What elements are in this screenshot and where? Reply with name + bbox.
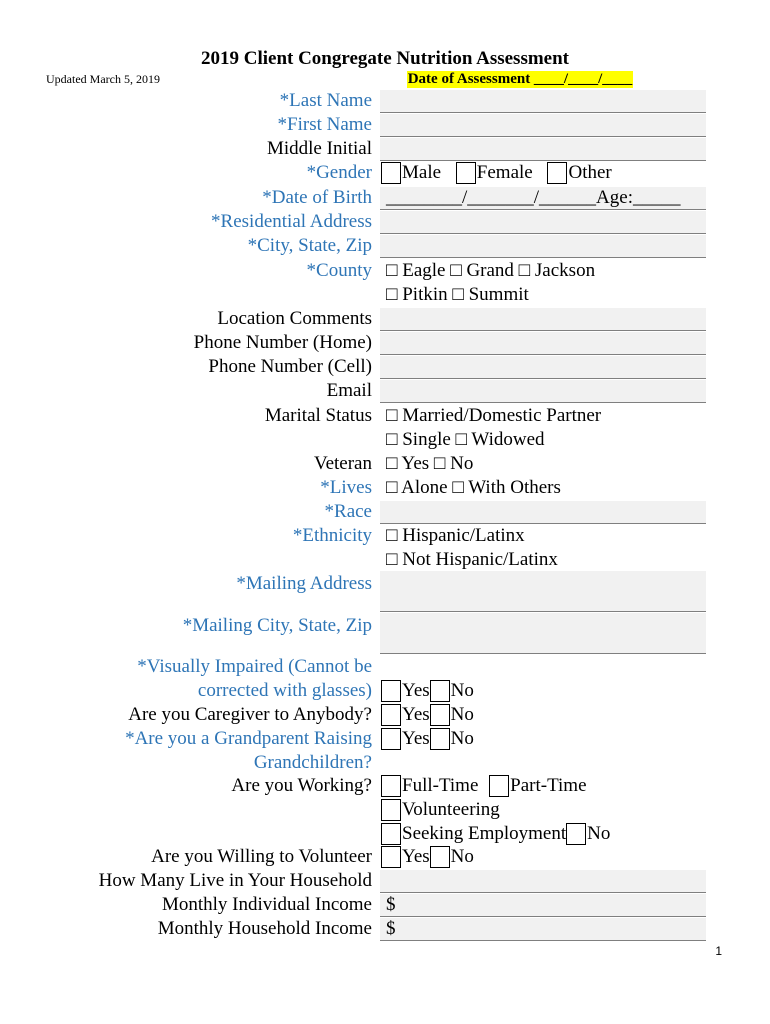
county-options-1[interactable]: □ Eagle □ Grand □ Jackson xyxy=(386,260,596,281)
gender-female-checkbox[interactable] xyxy=(456,162,476,184)
household-count-label: How Many Live in Your Household xyxy=(98,870,372,891)
city-state-zip-field[interactable] xyxy=(380,235,706,258)
part-time-text: Part-Time xyxy=(510,775,587,796)
lives-label: *Lives xyxy=(320,477,372,498)
visually-impaired-yes-checkbox[interactable] xyxy=(381,680,401,702)
working-options-3 xyxy=(381,823,610,845)
county-label: *County xyxy=(306,260,372,281)
no-text: No xyxy=(450,680,474,701)
working-part-time-checkbox[interactable] xyxy=(489,775,509,797)
mailing-city-label: *Mailing City, State, Zip xyxy=(182,615,372,636)
marital-status-label: Marital Status xyxy=(264,405,372,426)
email-label: Email xyxy=(326,380,372,401)
location-comments-label: Location Comments xyxy=(217,308,372,329)
no-text: No xyxy=(450,728,474,749)
gender-male-checkbox[interactable] xyxy=(381,162,401,184)
phone-cell-label: Phone Number (Cell) xyxy=(208,356,372,377)
volunteering-checkbox[interactable] xyxy=(381,799,401,821)
grandparent-options xyxy=(381,728,474,750)
working-no-checkbox[interactable] xyxy=(566,823,586,845)
grandparent-yes-checkbox[interactable] xyxy=(381,728,401,750)
visually-impaired-no-checkbox[interactable] xyxy=(430,680,450,702)
seeking-employment-checkbox[interactable] xyxy=(381,823,401,845)
no-text: No xyxy=(587,823,611,844)
veteran-label: Veteran xyxy=(313,453,372,474)
gender-options xyxy=(381,162,612,184)
page-number: 1 xyxy=(715,944,722,958)
household-count-field[interactable] xyxy=(380,870,706,893)
working-options-1 xyxy=(381,775,587,797)
ethnicity-label: *Ethnicity xyxy=(292,525,372,546)
grandparent-label-1: *Are you a Grandparent Raising xyxy=(125,728,372,749)
volunteer-options xyxy=(381,846,474,868)
volunteer-yes-checkbox[interactable] xyxy=(381,846,401,868)
household-income-label: Monthly Household Income xyxy=(157,918,372,939)
working-label: Are you Working? xyxy=(231,775,372,796)
individual-income-currency: $ xyxy=(386,894,396,915)
dob-label: *Date of Birth xyxy=(262,187,372,208)
updated-date: Updated March 5, 2019 xyxy=(46,72,160,86)
visually-impaired-label-2: corrected with glasses) xyxy=(197,680,372,701)
mailing-address-label: *Mailing Address xyxy=(236,573,372,594)
gender-other-text: Other xyxy=(568,162,612,183)
residential-address-field[interactable] xyxy=(380,211,706,234)
mailing-address-field[interactable] xyxy=(380,571,706,612)
yes-text: Yes xyxy=(402,704,430,725)
phone-cell-field[interactable] xyxy=(380,356,706,379)
volunteering-text: Volunteering xyxy=(402,799,500,820)
individual-income-label: Monthly Individual Income xyxy=(161,894,372,915)
phone-home-label: Phone Number (Home) xyxy=(193,332,372,353)
working-options-2 xyxy=(381,799,500,821)
yes-text: Yes xyxy=(402,846,430,867)
race-field[interactable] xyxy=(380,501,706,524)
page-title: 2019 Client Congregate Nutrition Assessment xyxy=(200,48,569,69)
marital-options-1[interactable]: □ Married/Domestic Partner xyxy=(386,405,602,426)
caregiver-options xyxy=(381,704,474,726)
gender-label: *Gender xyxy=(306,162,372,183)
household-income-field[interactable] xyxy=(380,918,706,941)
gender-female-text: Female xyxy=(476,162,533,183)
volunteer-label: Are you Willing to Volunteer xyxy=(151,846,372,867)
seeking-text: Seeking Employment xyxy=(402,823,567,844)
county-options-2[interactable]: □ Pitkin □ Summit xyxy=(386,284,529,305)
dob-field[interactable]: ________/_______/______Age:_____ xyxy=(386,187,681,208)
no-text: No xyxy=(450,704,474,725)
visually-impaired-label-1: *Visually Impaired (Cannot be xyxy=(137,656,372,677)
working-full-time-checkbox[interactable] xyxy=(381,775,401,797)
visually-impaired-options xyxy=(381,680,474,702)
first-name-field[interactable] xyxy=(380,114,706,137)
veteran-options[interactable]: □ Yes □ No xyxy=(386,453,474,474)
gender-other-checkbox[interactable] xyxy=(547,162,567,184)
email-field[interactable] xyxy=(380,380,706,403)
location-comments-field[interactable] xyxy=(380,308,706,331)
caregiver-yes-checkbox[interactable] xyxy=(381,704,401,726)
city-state-zip-label: *City, State, Zip xyxy=(247,235,372,256)
household-income-currency: $ xyxy=(386,918,396,939)
middle-initial-field[interactable] xyxy=(380,138,706,161)
volunteer-no-checkbox[interactable] xyxy=(430,846,450,868)
gender-male-text: Male xyxy=(402,162,442,183)
ethnicity-options-1[interactable]: □ Hispanic/Latinx xyxy=(386,525,525,546)
no-text: No xyxy=(450,846,474,867)
date-of-assessment[interactable]: Date of Assessment ____/____/____ xyxy=(407,71,633,87)
mailing-city-field[interactable] xyxy=(380,613,706,654)
last-name-field[interactable] xyxy=(380,90,706,113)
lives-options[interactable]: □ Alone □ With Others xyxy=(386,477,561,498)
ethnicity-options-2[interactable]: □ Not Hispanic/Latinx xyxy=(386,549,558,570)
race-label: *Race xyxy=(324,501,372,522)
grandparent-label-2: Grandchildren? xyxy=(253,752,372,773)
yes-text: Yes xyxy=(402,680,430,701)
caregiver-label: Are you Caregiver to Anybody? xyxy=(128,704,372,725)
first-name-label: *First Name xyxy=(277,114,372,135)
marital-options-2[interactable]: □ Single □ Widowed xyxy=(386,429,545,450)
full-time-text: Full-Time xyxy=(402,775,479,796)
individual-income-field[interactable] xyxy=(380,894,706,917)
last-name-label: *Last Name xyxy=(279,90,372,111)
middle-initial-label: Middle Initial xyxy=(266,138,372,159)
residential-address-label: *Residential Address xyxy=(211,211,372,232)
phone-home-field[interactable] xyxy=(380,332,706,355)
grandparent-no-checkbox[interactable] xyxy=(430,728,450,750)
caregiver-no-checkbox[interactable] xyxy=(430,704,450,726)
yes-text: Yes xyxy=(402,728,430,749)
